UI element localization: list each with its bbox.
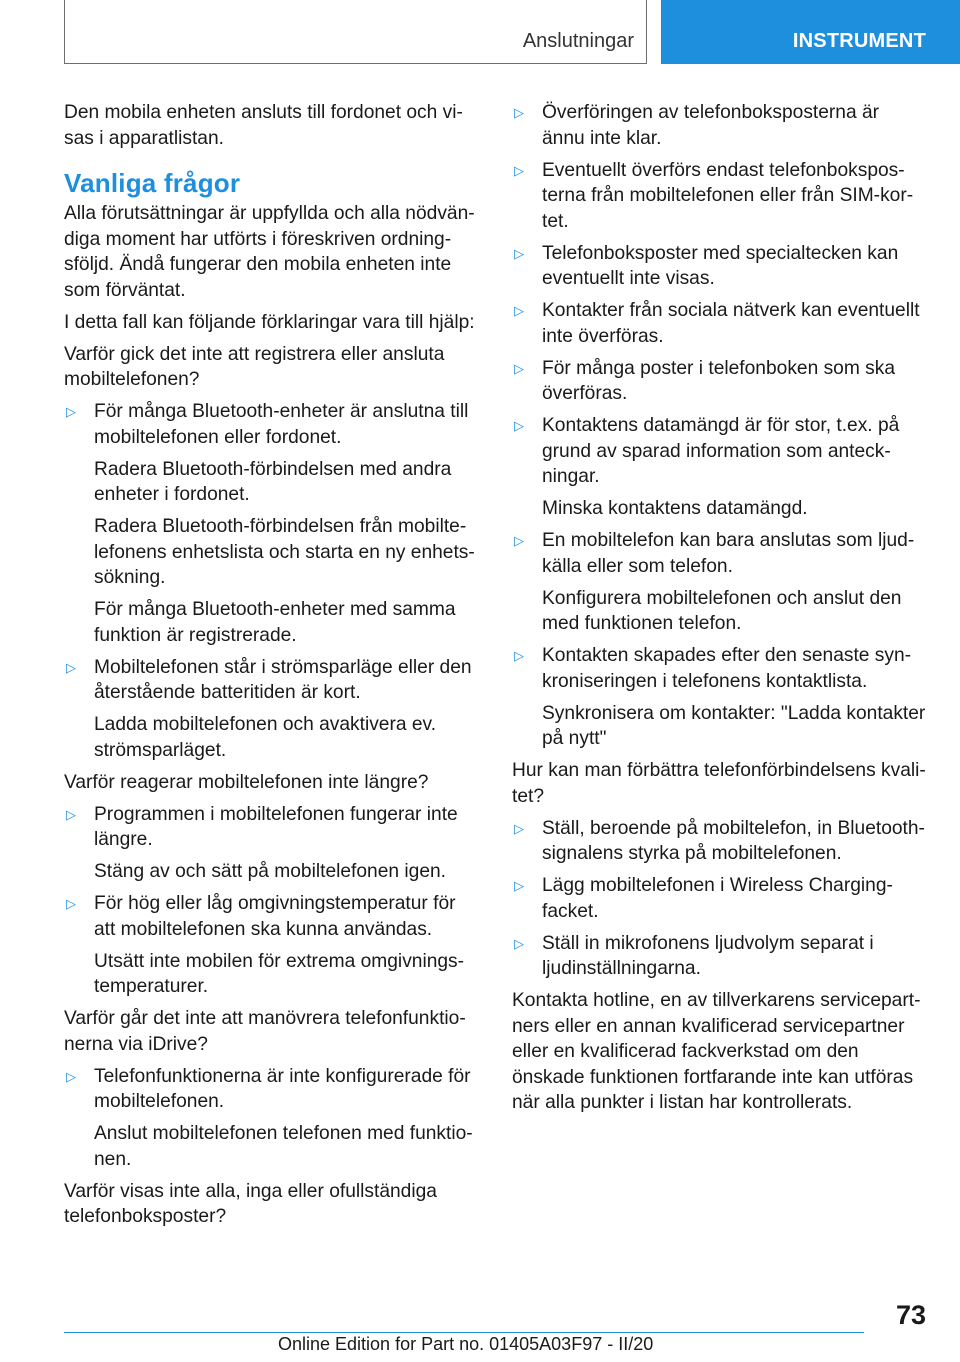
list-item xyxy=(512,298,926,349)
triangle-bullet-icon: ▷ xyxy=(66,404,76,419)
list-item-text: Programmen i mobiltelefonen fungerar inte längre. xyxy=(94,803,458,850)
list-item-text: Kontakten skapades efter den senaste synkroniseringen i telefonens kontaktlista. xyxy=(542,645,912,692)
triangle-bullet-icon: ▷ xyxy=(514,245,524,261)
intro-paragraph: Den mobila enheten ansluts till fordonet och visas i apparatlistan. xyxy=(64,102,463,149)
list-item-text: Kontaktens datamängd är för stor, t.ex. på grund av sparad information som anteckningar. xyxy=(542,415,900,487)
triangle-bullet-icon: ▷ xyxy=(514,533,524,548)
list-item-text: Telefonfunktionerna är inte konfigurerade för mobiltelefonen. xyxy=(94,1065,471,1112)
list-item xyxy=(512,413,926,490)
question: Varför gick det inte att registrera eller ansluta mobiltelefonen? xyxy=(64,343,445,390)
triangle-bullet-icon: ▷ xyxy=(66,896,76,911)
triangle-bullet-icon: ▷ xyxy=(66,659,76,675)
list-item xyxy=(512,356,926,407)
question: Varför visas inte alla, inga eller ofullständiga telefonboksposter? xyxy=(64,1180,437,1227)
remedy-text: Stäng av och sätt på mobiltelefonen igen. xyxy=(94,861,447,882)
question: Varför går det inte att manövrera telefonfunktionerna via iDrive? xyxy=(64,1008,466,1055)
closing-paragraph: Kontakta hotline, en av tillverkarens servicepartners eller en annan kvalificerad servicepartner eller en kvalificerad fackverkstad om den önskade funktionen fortfarande inte kan utföras när alla punkter i listan har kontrollerats. xyxy=(512,990,921,1113)
question: Varför reagerar mobiltelefonen inte längre? xyxy=(64,771,429,793)
list-item xyxy=(512,816,926,867)
list-item-text: För hög eller låg omgivningstemperatur för att mobiltelefonen ska kunna användas. xyxy=(94,893,456,940)
triangle-bullet-icon: ▷ xyxy=(514,935,524,951)
chapter-tab[interactable] xyxy=(661,0,960,64)
triangle-bullet-icon: ▷ xyxy=(514,418,524,433)
list-item-text: För många poster i telefonboken som ska överföras. xyxy=(542,357,896,404)
triangle-bullet-icon: ▷ xyxy=(514,820,524,836)
list-item-text: Lägg mobiltelefonen i Wireless Charging-facket. xyxy=(542,875,893,922)
remedy-text: För många Bluetooth-enheter med samma funktion är registrerade. xyxy=(94,599,456,646)
list-item xyxy=(64,1064,476,1115)
triangle-bullet-icon: ▷ xyxy=(514,105,524,120)
remedy-text: Ladda mobiltelefonen och avaktivera ev. strömsparläget. xyxy=(94,714,437,761)
page-number: 73 xyxy=(895,1300,926,1330)
list-item-text: Eventuellt överförs endast telefonboksposterna från mobiltelefonen eller från SIM-kortet. xyxy=(542,159,914,232)
remedy-text: Minska kontaktens datamängd. xyxy=(542,498,808,519)
triangle-bullet-icon: ▷ xyxy=(514,162,524,178)
list-item xyxy=(64,802,476,853)
right-column xyxy=(512,100,926,1122)
edition-footer[interactable]: Online Edition for Part no. 01405A03F97 - II/20 xyxy=(278,1334,654,1354)
list-item xyxy=(512,643,926,694)
list-item-text: Ställ in mikrofonens ljudvolym separat i ljudinställningarna. xyxy=(542,932,874,979)
list-item-text: Telefonboksposter med specialtecken kan eventuellt inte visas. xyxy=(542,242,899,289)
remedy-text: Radera Bluetooth-förbindelsen med andra enheter i fordonet. xyxy=(94,458,452,505)
list-item xyxy=(512,931,926,982)
triangle-bullet-icon: ▷ xyxy=(514,648,524,663)
list-item-text: Överföringen av telefonboksposterna är ännu inte klar. xyxy=(542,102,880,149)
triangle-bullet-icon: ▷ xyxy=(66,1068,76,1084)
triangle-bullet-icon: ▷ xyxy=(66,806,76,822)
remedy-text: Radera Bluetooth-förbindelsen från mobiltelefonens enhetslista och starta en ny enhetssökning. xyxy=(94,516,475,588)
chapter-title: INSTRUMENT xyxy=(792,30,926,52)
remedy-text: Konfigurera mobiltelefonen och anslut den med funktionen telefon. xyxy=(542,587,902,634)
footer-divider xyxy=(64,1332,864,1333)
left-column xyxy=(64,100,476,1236)
list-item-text: Mobiltelefonen står i strömsparläge eller den återstående batteritiden är kort. xyxy=(94,656,472,703)
remedy-text: Synkronisera om kontakter: "Ladda kontakter på nytt" xyxy=(542,702,926,749)
list-item xyxy=(512,100,926,151)
question: Hur kan man förbättra telefonförbindelsens kvalitet? xyxy=(512,760,926,807)
list-item xyxy=(512,528,926,579)
list-item-text: För många Bluetooth-enheter är anslutna till mobiltelefonen eller fordonet. xyxy=(94,401,469,448)
section-heading: Vanliga frågor xyxy=(64,168,241,198)
list-item xyxy=(64,891,476,942)
list-item-text: En mobiltelefon kan bara anslutas som ljudkälla eller som telefon. xyxy=(542,530,915,577)
paragraph: Alla förutsättningar är uppfyllda och alla nödvändiga moment har utförts i föreskriven ordningsföljd. Ändå fungerar den mobila enheten inte som förväntat. xyxy=(64,203,475,301)
list-item xyxy=(512,241,926,292)
header-section-box xyxy=(64,0,647,64)
list-item xyxy=(512,158,926,235)
list-item-text: Kontakter från sociala nätverk kan eventuellt inte överföras. xyxy=(542,300,920,347)
triangle-bullet-icon: ▷ xyxy=(514,878,524,893)
triangle-bullet-icon: ▷ xyxy=(514,303,524,318)
section-title: Anslutningar xyxy=(522,30,634,52)
paragraph: I detta fall kan följande förklaringar vara till hjälp: xyxy=(64,311,475,333)
list-item xyxy=(512,873,926,924)
list-item xyxy=(64,399,476,450)
triangle-bullet-icon: ▷ xyxy=(514,360,524,376)
list-item xyxy=(64,655,476,706)
remedy-text: Anslut mobiltelefonen telefonen med funktionen. xyxy=(94,1123,473,1170)
list-item-text: Ställ, beroende på mobiltelefon, in Bluetooth-signalens styrka på mobiltelefonen. xyxy=(542,817,925,864)
remedy-text: Utsätt inte mobilen för extrema omgivningstemperaturer. xyxy=(94,950,465,997)
